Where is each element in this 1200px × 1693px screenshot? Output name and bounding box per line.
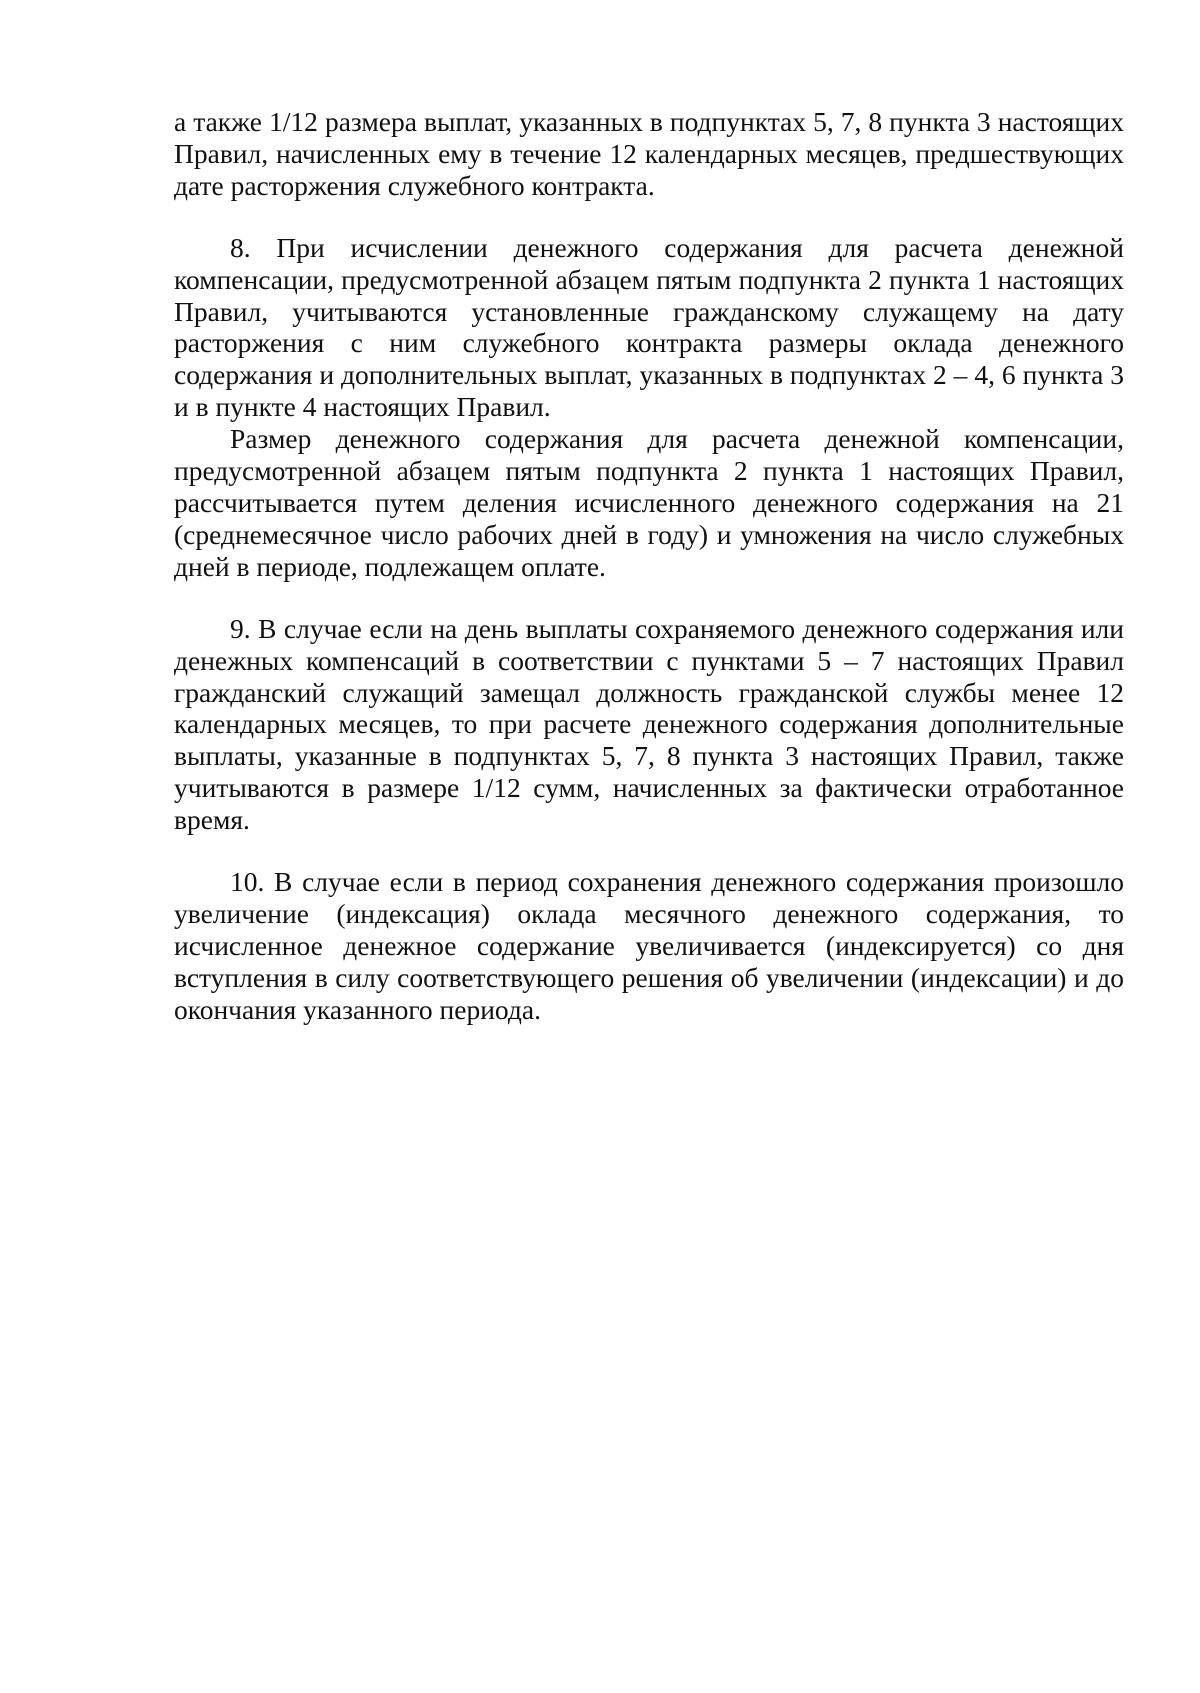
paragraph-item-9: 9. В случае если на день выплаты сохраняемого денежного содержания или денежных компенсаций в соответствии с пунктами 5 – 7 настоящих Правил гражданский служащий замещал должность гражданской службы менее 12 календарных месяцев, то при расчете денежного содержания дополнительные выплаты, указанные в подпунктах 5, 7, 8 пункта 3 настоящих Правил, также учитываются в размере 1/12 сумм, начисленных за фактически отработанное время. — [174, 612, 1124, 836]
paragraph-gap — [174, 202, 1124, 232]
paragraph-continuation: а также 1/12 размера выплат, указанных в подпунктах 5, 7, 8 пункта 3 настоящих Правил, начисленных ему в течение 12 календарных месяцев, предшествующих дате расторжения служебного контракта. — [174, 106, 1124, 201]
paragraph-gap — [174, 583, 1124, 613]
paragraph-item-10: 10. В случае если в период сохранения денежного содержания произошло увеличение (индексация) оклада месячного денежного содержания, то исчисленное денежное содержание увеличивается (индексируется) со дня вступления в силу соответствующего решения об увеличении (индексации) и до окончания указанного периода. — [174, 866, 1124, 1025]
document-body — [174, 106, 1124, 1026]
paragraph-gap — [174, 836, 1124, 866]
paragraph-item-8: 8. При исчислении денежного содержания для расчета денежной компенсации, предусмотренной абзацем пятым подпункта 2 пункта 1 настоящих Правил, учитываются установленные гражданскому служащему на дату расторжения с ним служебного контракта размеры оклада денежного содержания и дополнительных выплат, указанных в подпунктах 2 – 4, 6 пункта 3 и в пункте 4 настоящих Правил. — [174, 231, 1124, 423]
paragraph-item-8-second: Размер денежного содержания для расчета денежной компенсации, предусмотренной абзацем пятым подпункта 2 пункта 1 настоящих Правил, рассчитывается путем деления исчисленного денежного содержания на 21 (среднемесячное число рабочих дней в году) и умножения на число служебных дней в периоде, подлежащем оплате. — [174, 423, 1124, 582]
